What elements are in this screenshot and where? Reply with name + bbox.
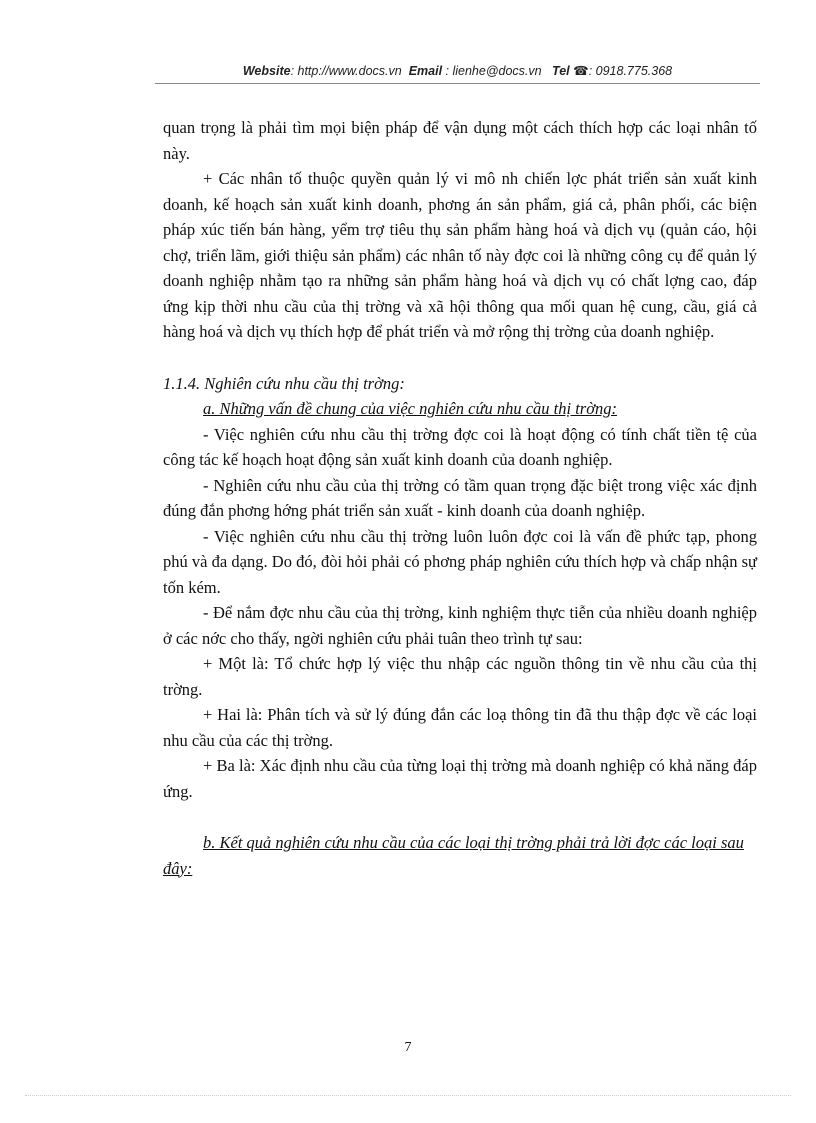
tel-label: Tel	[552, 64, 570, 78]
email-value: : lienhe@docs.vn	[445, 64, 542, 78]
paragraph-7: + Một là: Tổ chức hợp lý việc thu nhập các nguồn thông tin về nhu cầu của thị trờng.	[163, 654, 757, 699]
spacer	[163, 345, 757, 371]
paragraph-9: + Ba là: Xác định nhu cầu của từng loại thị trờng mà doanh nghiệp có khả năng đáp ứng.	[163, 756, 757, 801]
header-rule	[155, 83, 760, 84]
paragraph-3: - Việc nghiên cứu nhu cầu thị trờng đợc coi là hoạt động có tính chất tiền tệ của công tác kế hoạch hoạt động sản xuất kinh doanh của doanh nghiệp.	[163, 424, 757, 469]
paragraph-8: + Hai là: Phân tích và sử lý đúng đắn các loạ thông tin đã thu thập đợc về các loại nhu cầu của các thị trờng.	[163, 705, 757, 750]
phone-icon: ☎	[573, 64, 589, 78]
paragraph-1: quan trọng là phải tìm mọi biện pháp để vận dụng một cách thích hợp các loại nhân tố này.	[163, 118, 757, 163]
section-heading-1-1-4: 1.1.4. Nghiên cứu nhu cầu thị trờng:	[163, 373, 405, 393]
spacer	[163, 804, 757, 830]
tel-value: : 0918.775.368	[588, 64, 673, 78]
paragraph-5: - Việc nghiên cứu nhu cầu thị trờng luôn luôn đợc coi là vấn đề phức tạp, phong phú và đa dạng. Do đó, đòi hỏi phải có phơng pháp nghiên cứu thích hợp và chấp nhận sự tốn kém.	[163, 526, 757, 597]
website-label: Website	[242, 64, 291, 78]
document-body	[163, 115, 757, 881]
email-label: Email	[408, 64, 443, 78]
sub-heading-b: b. Kết quả nghiên cứu nhu cầu của các loại thị trờng phải trả lời đợc các loại sau đây:	[163, 833, 744, 878]
page-header	[155, 63, 760, 78]
bottom-rule	[25, 1095, 791, 1096]
paragraph-4: - Nghiên cứu nhu cầu của thị trờng có tầm quan trọng đặc biệt trong việc xác định đúng đắn phơng hớng phát triển sản xuất - kinh doanh của doanh nghiệp.	[163, 475, 757, 520]
paragraph-6: - Để nắm đợc nhu cầu của thị trờng, kinh nghiệm thực tiễn của nhiều doanh nghiệp ở các nớc cho thấy, ngời nghiên cứu phải tuân theo trình tự sau:	[163, 603, 757, 648]
website-value: : http://www.docs.vn	[290, 64, 402, 78]
sub-heading-a: a. Những vấn đề chung của việc nghiên cứu nhu cầu thị trờng:	[203, 399, 618, 418]
page-number: 7	[404, 1040, 412, 1055]
paragraph-2: + Các nhân tố thuộc quyền quản lý vi mô nh chiến lợc phát triển sản xuất kinh doanh, kế hoạch sản xuất kinh doanh, phơng án sản phẩm, giá cả, phân phối, các biện pháp xúc tiến bán hàng, yểm trợ tiêu thụ sản phẩm hàng hoá và dịch vụ (quản cáo, hội chợ, triển lãm, giới thiệu sản phẩm) các nhân tố này đợc coi là những công cụ để quản lý doanh nghiệp nhằm tạo ra những sản phẩm hàng hoá và dịch vụ có chất lợng cao, đáp ứng kịp thời nhu cầu của thị trờng và xã hội thông qua mối quan hệ cung, cầu, giá cả hàng hoá và dịch vụ thích hợp để phát triển và mở rộng thị trờng của doanh nghiệp.	[163, 169, 757, 341]
